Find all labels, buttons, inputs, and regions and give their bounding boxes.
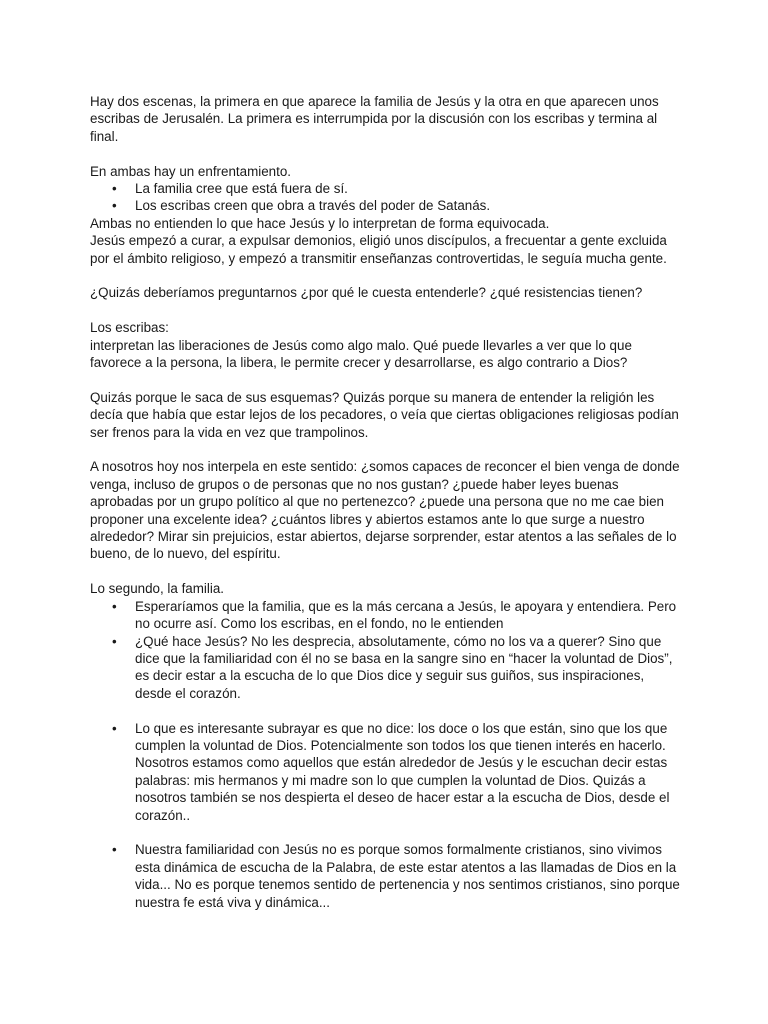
familia-heading: Lo segundo, la familia. bbox=[90, 581, 224, 597]
spacer bbox=[90, 302, 682, 319]
bullet-icon: • bbox=[112, 198, 117, 214]
list-item-text: ¿Qué hace Jesús? No les desprecia, absolutamente, cómo no los va a querer? Sino que dice que la familiaridad con él no se basa en la sangre sino en “hacer la voluntad de Dios”, es decir estar a la escucha de lo que Dios dice y seguir sus guiños, sus inspiraciones, desde el corazón. bbox=[135, 633, 673, 701]
spacer bbox=[90, 441, 682, 458]
list-item bbox=[90, 180, 682, 197]
spacer bbox=[90, 371, 682, 388]
enfrentamiento-list bbox=[90, 180, 682, 215]
interpela-paragraph: A nosotros hoy nos interpela en este sentido: ¿somos capaces de reconcer el bien venga de donde venga, incluso de grupos o de personas que no nos gustan? ¿puede haber leyes buenas aprobadas por un grupo político al que no pertenezco? ¿puede una persona que no me cae bien proponer una excelente idea? ¿cuántos libres y abiertos estamos ante lo que surge a nuestro alrededor? Mirar sin prejuicios, estar abiertos, dejarse sorprender, estar atentos a las señales de lo bueno, de lo nuevo, del espíritu. bbox=[90, 459, 680, 562]
intro-paragraph: Hay dos escenas, la primera en que aparece la familia de Jesús y la otra en que aparecen unos escribas de Jerusalén. La primera es interrumpida por la discusión con los escribas y termina al final. bbox=[90, 94, 659, 144]
list-item-text: Esperaríamos que la familia, que es la más cercana a Jesús, le apoyara y entendiera. Pero no ocurre así. Como los escribas, en el fondo, no le entienden bbox=[135, 598, 677, 632]
spacer bbox=[90, 145, 682, 162]
enfrentamiento-after-1: Ambas no entienden lo que hace Jesús y lo interpretan de forma equivocada. bbox=[90, 215, 550, 231]
list-item-text: Nuestra familiaridad con Jesús no es porque somos formalmente cristianos, sino vivimos esta dinámica de escucha de la Palabra, de este estar atentos a las llamadas de Dios en la vida... No es porque tenemos sentido de pertenencia y nos sentimos cristianos, sino porque nuestra fe está viva y dinámica... bbox=[135, 842, 680, 910]
list-item bbox=[90, 720, 682, 824]
list-item-text: Lo que es interesante subrayar es que no dice: los doce o los que están, sino que los que cumplen la voluntad de Dios. Potencialmente son todos los que tienen interés en hacerlo. Nosotros estamos como aquellos que están alrededor de Jesús y le escuchan decir estas palabras: mis hermanos y mi madre son lo que cumplen la voluntad de Dios. Quizás a nosotros también se nos despierta el deseo de hacer estar a la escucha de Dios, desde el corazón.. bbox=[135, 720, 670, 823]
document-page bbox=[90, 93, 682, 911]
enfrentamiento-after-2: Jesús empezó a curar, a expulsar demonios, eligió unos discípulos, a frecuentar a gente excluida por el ámbito religioso, y empezó a transmitir enseñanzas controvertidas, le seguía mucha gente. bbox=[90, 233, 667, 266]
bullet-icon: • bbox=[112, 598, 117, 614]
escribas-heading: Los escribas: bbox=[90, 320, 169, 336]
list-item-text: La familia cree que está fuera de sí. bbox=[135, 181, 348, 197]
spacer bbox=[90, 563, 682, 580]
escribas-body: interpretan las liberaciones de Jesús como algo malo. Qué puede llevarles a ver que lo que favorece a la persona, la libera, le permite crecer y desarrollarse, es algo contrario a Dios? bbox=[90, 337, 632, 371]
pregunta-paragraph: ¿Quizás deberíamos preguntarnos ¿por qué le cuesta entenderle? ¿qué resistencias tienen? bbox=[90, 285, 643, 301]
bullet-icon: • bbox=[112, 633, 117, 649]
bullet-icon: • bbox=[112, 842, 117, 858]
list-item bbox=[90, 598, 682, 633]
bullet-icon: • bbox=[112, 181, 117, 197]
enfrentamiento-heading: En ambas hay un enfrentamiento. bbox=[90, 163, 291, 179]
list-item bbox=[90, 841, 682, 911]
list-item bbox=[90, 197, 682, 214]
bullet-icon: • bbox=[112, 720, 117, 736]
spacer bbox=[90, 267, 682, 284]
list-item-text: Los escribas creen que obra a través del poder de Satanás. bbox=[135, 198, 491, 214]
familia-list bbox=[90, 598, 682, 911]
list-item bbox=[90, 633, 682, 703]
esquemas-paragraph: Quizás porque le saca de sus esquemas? Quizás porque su manera de entender la religión les decía que había que estar lejos de los pecadores, o veía que ciertas obligaciones religiosas podían ser frenos para la vida en vez que trampolinos. bbox=[90, 389, 679, 440]
